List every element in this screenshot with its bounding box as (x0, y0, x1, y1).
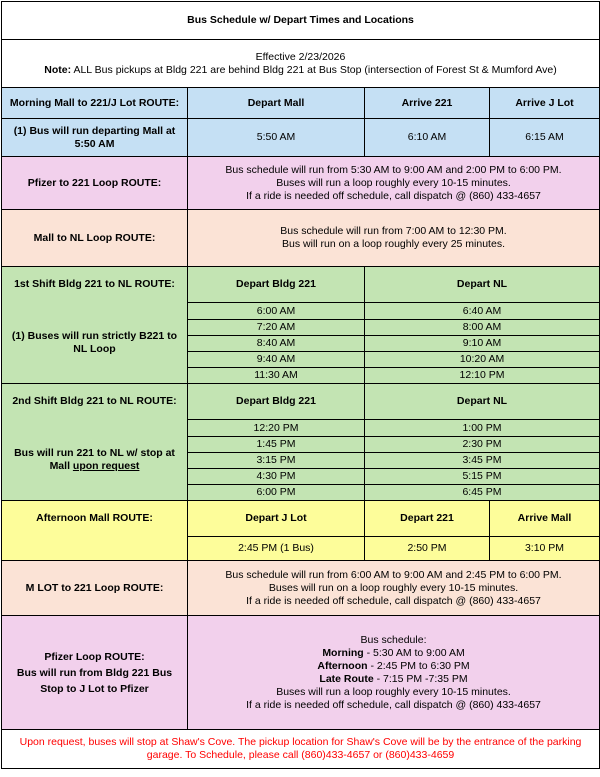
time-arrive-221: 6:10 AM (365, 119, 490, 157)
table-row-cell: 4:30 PM (188, 469, 365, 485)
table-row-cell: 1:45 PM (188, 437, 365, 453)
header-arrive-mall: Arrive Mall (490, 501, 600, 537)
note-text: ALL Bus pickups at Bldg 221 are behind Bldg 221 at Bus Stop (intersection of Forest St & Mumford Ave) (73, 63, 557, 76)
pfizer-loop-info (188, 616, 600, 730)
route-label-mall-nl: Mall to NL Loop ROUTE: (2, 210, 188, 267)
time-depart-221: 2:50 PM (365, 537, 490, 561)
route-note-first-shift: (1) Buses will run strictly B221 to NL Loop (2, 303, 188, 384)
time-arrive-j-lot: 6:15 AM (490, 119, 600, 157)
header-depart-bldg-221: Depart Bldg 221 (188, 384, 365, 420)
table-row-cell: 11:30 AM (188, 368, 365, 384)
table-row-cell: 3:45 PM (365, 453, 600, 469)
mall-nl-info (188, 210, 600, 267)
route-label-second-shift: 2nd Shift Bldg 221 to NL ROUTE: (2, 384, 188, 420)
header-depart-j-lot: Depart J Lot (188, 501, 365, 537)
morning-label: Morning (322, 646, 364, 659)
route-label-pfizer-loop (2, 616, 188, 730)
table-row-cell: 6:00 PM (188, 485, 365, 501)
note-label: Note: (44, 63, 72, 76)
route-title: Pfizer Loop ROUTE: (44, 650, 145, 663)
table-row-cell: 3:15 PM (188, 453, 365, 469)
route-note-second-shift (2, 420, 188, 501)
header-depart-nl: Depart NL (365, 384, 600, 420)
route-note-morning-mall: (1) Bus will run departing Mall at 5:50 AM (2, 119, 188, 157)
note-upon-request: upon request (72, 459, 140, 472)
route-label-pfizer-221: Pfizer to 221 Loop ROUTE: (2, 157, 188, 210)
route-label-morning-mall: Morning Mall to 221/J Lot ROUTE: (2, 88, 188, 119)
table-row-cell: 12:20 PM (188, 420, 365, 437)
note-line: Bus will run 221 to NL w/ stop at (14, 446, 175, 459)
route-description: Bus will run from Bldg 221 Bus Stop to J Lot to Pfizer (16, 666, 173, 695)
time-depart-j-lot: 2:45 PM (1 Bus) (188, 537, 365, 561)
route-label-first-shift: 1st Shift Bldg 221 to NL ROUTE: (2, 267, 188, 303)
table-row-cell: 2:30 PM (365, 437, 600, 453)
effective-note-cell (2, 40, 600, 88)
schedule-morning (188, 647, 599, 660)
header-arrive-j-lot: Arrive J Lot (490, 88, 600, 119)
info-line: Bus schedule will run from 5:30 AM to 9:00 AM and 2:00 PM to 6:00 PM. (225, 163, 562, 176)
info-line: Buses will run a loop roughly every 10-15 minutes. (276, 176, 511, 189)
table-row-cell: 10:20 AM (365, 352, 600, 368)
footer-note: Upon request, buses will stop at Shaw's Cove. The pickup location for Shaw's Cove will be by the entrance of the parking garage. To Schedule, please call (860)433-4657 or (860)433-4659 (2, 730, 600, 769)
table-row-cell: 9:40 AM (188, 352, 365, 368)
header-depart-bldg-221: Depart Bldg 221 (188, 267, 365, 303)
info-line: If a ride is needed off schedule, call dispatch @ (860) 433-4657 (246, 594, 541, 607)
header-depart-221: Depart 221 (365, 501, 490, 537)
note-line (6, 460, 183, 473)
info-line: Bus will run on a loop roughly every 25 minutes. (282, 238, 505, 250)
time-arrive-mall: 3:10 PM (490, 537, 600, 561)
header-arrive-221: Arrive 221 (365, 88, 490, 119)
morning-text: - 5:30 AM to 9:00 AM (363, 646, 465, 659)
header-depart-mall: Depart Mall (188, 88, 365, 119)
m-lot-info (188, 561, 600, 616)
table-row-cell: 8:40 AM (188, 336, 365, 352)
route-label-m-lot: M LOT to 221 Loop ROUTE: (2, 561, 188, 616)
table-row-cell: 1:00 PM (365, 420, 600, 437)
info-line: Bus schedule will run from 7:00 AM to 12:30 PM. (280, 225, 507, 237)
schedule-late (188, 673, 599, 686)
page-title: Bus Schedule w/ Depart Times and Locations (2, 2, 600, 40)
info-line: Bus schedule will run from 6:00 AM to 9:00 AM and 2:45 PM to 6:00 PM. (225, 568, 562, 581)
route-note-afternoon-mall (2, 537, 188, 561)
info-line: Buses will run on a loop roughly every 10-15 minutes. (268, 581, 519, 594)
bus-schedule-table (1, 1, 600, 769)
afternoon-label: Afternoon (317, 659, 368, 672)
effective-date: Effective 2/23/2026 (255, 50, 346, 63)
table-row-cell: 5:15 PM (365, 469, 600, 485)
pfizer-221-info (188, 157, 600, 210)
late-text: - 7:15 PM -7:35 PM (373, 672, 468, 685)
schedule-afternoon (188, 660, 599, 673)
table-row-cell: 6:00 AM (188, 303, 365, 320)
time-depart-mall: 5:50 AM (188, 119, 365, 157)
afternoon-text: - 2:45 PM to 6:30 PM (367, 659, 470, 672)
table-row-cell: 9:10 AM (365, 336, 600, 352)
header-depart-nl: Depart NL (365, 267, 600, 303)
note-mall: Mall (49, 459, 70, 472)
schedule-heading: Bus schedule: (360, 633, 427, 646)
info-line: If a ride is needed off schedule, call dispatch @ (860) 433-4657 (246, 189, 541, 202)
table-row-cell: 6:45 PM (365, 485, 600, 501)
table-row-cell: 7:20 AM (188, 320, 365, 336)
info-line: Buses will run a loop roughly every 10-15 minutes. (276, 685, 511, 698)
late-label: Late Route (319, 672, 374, 685)
table-row-cell: 8:00 AM (365, 320, 600, 336)
pickup-note (2, 64, 599, 77)
info-line: If a ride is needed off schedule, call dispatch @ (860) 433-4657 (246, 698, 541, 711)
table-row-cell: 6:40 AM (365, 303, 600, 320)
route-label-afternoon-mall: Afternoon Mall ROUTE: (2, 501, 188, 537)
table-row-cell: 12:10 PM (365, 368, 600, 384)
